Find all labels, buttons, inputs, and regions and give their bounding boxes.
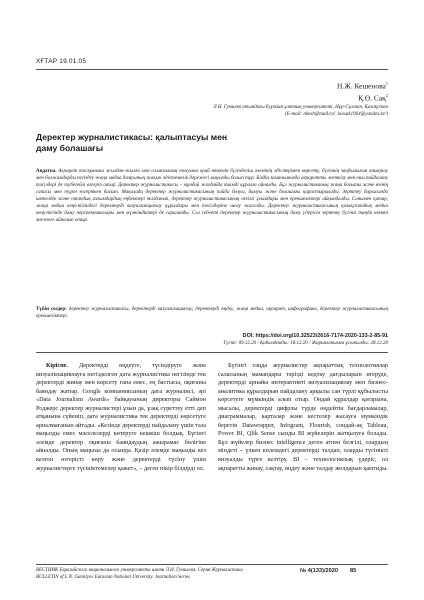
body-divider [36,352,388,353]
issue-info [300,568,356,574]
journal-name-en: BULLETIN of L.N. Gumilyov Eurasian National University. Journalism Series [36,574,190,580]
author-1-sup: 1 [385,81,388,86]
submission-dates: Түсті: 09.12.20 / Қабылданды: 18.12.20 / Жарияланымға ұсынылды: 28.12.20 [223,341,388,346]
keywords-label: Түйін сөздер: [36,307,67,312]
title-line-1: Деректер журналистикасы: қалыптасуы мен [36,132,228,142]
keywords-text: деректер журналистикасы, деректерді визуализациялау, деректерді өңдеу, жаңа медиа, ақпарат, инфографика, деректер журналистикасының ерекшеліктері. [36,307,388,320]
author-1-name: Н.Ж. Кешенова [337,81,386,91]
abstract [36,168,388,224]
keywords [36,306,388,320]
author-2 [337,91,388,103]
body-paragraph-right: Бүгінгі таңда журналистер ақпараттық технологиялар саласының мамандары тәрізді кодтау дағдыларын игеруде, деректерді арнайы интерактивті визуализациялау мен бизнес-аналитика құралдарын пайдалану арқылы сан түрлі құбылысты көрсетуге мүмкіндік алып отыр. Ондай құралдар қатарына, мысалы, деректерді цифрлы түрде өңдейтін бағдарламалар, диаграммалар, карталар және кестелер жасауға мүмкіндік беретін Datawrapper, Infogram, Flourish, сондай-ақ Tableau, Power BI, Qlik Sense сынды BI жүйелерін жатқызуға болады. Бұл жүйелер бизнес intelligence деген атпен белгілі, олардың міндеті – үлкен көлемдегі деректерді талдап, оларды түсінікті визуалды түрге келтіру. BI – технологиялық үдеріс, ол ақпаратты жинау, сақтау, өңдеу және талдау жолдарын қамтиды. [218,362,388,472]
page-number: 85 [349,568,357,574]
introduction-text: Деректерді өңдеуге, түсіндіруге және визуализациялауға негізделген дата журналистика негізінде тек деректерді жинау мен көрсету ғана емес, ең бастысы, оқиғаны баяндау жатыр. Google компаниясының дата журналисі, әрі «Data Journalism Awards» байқауының директоры Саймон Роджерс деректер журналистері ұзын да, ұзақ суреттеу етті деп атқанына сүйеніп, дата журналистика тек деректерді көрсетуге арналмағанын айтады. «Кезінде деректерді пайдалану үшін таза маңызды емес мәселелерді көтеруге кешкіш болдық. Бүгінгі әлемде деректер оқиғаны баяндаудың ажырамас бөлігіне айналды. Оның маңызы да осында. Қазір әлемде маңызды кез келген өзгерісті көру және деректерді түсіну үшін журналистерге түсініктемелер қажет», – деген пікір білдірді ол. [36,362,206,472]
header-divider [36,69,388,70]
introduction-heading: Кіріспе. [46,362,68,369]
title-line-2: даму болашағы [36,143,104,153]
author-2-sup: 2 [385,93,388,99]
issue-number: № 4(133)/2020 [300,568,338,574]
journal-info [36,568,243,582]
affiliation-email: (E-mail: nkesh@mail.ru¹, kiosak1964@yandex.kz²) [285,112,388,117]
affiliation-line-1: Л.Н. Гумилев атындағы Еуразия ұлттық университеті, Нұр-Сұлтан, Қазақстан [213,105,388,110]
article-code: ХҒТАР 19.01.05 [36,58,87,65]
abstract-label: Аңдатпа. [36,169,57,174]
doi-link[interactable]: DOI: https://doi.org/10.32523/2616-7174-2020-133-2-85-91 [242,333,388,339]
footer-divider [36,564,388,565]
journal-name-ru: ВЕСТНИК Евразийского национального университета имени Л.Н. Гумилева. Серия Журналистика [36,568,243,573]
body-paragraph-left [36,362,206,473]
body-column-left [36,362,206,473]
author-2-name: Қ.Ө. Сақ [358,93,386,103]
article-title [36,132,296,154]
abstract-text: Ақпарат тасқынына жылдан-жылға мән салмағының толуына орай өткенін бүгіндегіш әлемінің әдістерімен көрсету, бүгіннің заңдылығын анықтау мен болжамдарды негіздеу жаңа медиа дамуының жақын әдістемелік дәрежесі маңызды болып тұр. Біздің заманымызда ақпаратты жеткізу мен оны пайдалану тәсілдері де түбегейлі өзгеріп отыр. Деректер журналистикасы – мұндай жағдайда тиімді құралға айналды. Бұл журналистиканың жаңа бағыты және өзінің сапасы мен түрін өзгерткен бағыт. Мақалада деректер журналистикасының пайда болуы, дамуы және болашағы қарастырылады. Зерттеу барысында шетелдік және отандық ғалымдардың еңбектері талданып, деректер журналистикасының негізгі ұғымдары мен ерекшеліктері айқындалды. Сонымен қатар, жаңа медиа кеңістігіндегі деректерді визуализациялау құралдары мен тәсілдеріне шолу жасалды. Деректер журналистикасының қазақстандық медиа кеңістігінде даму перспективалары мен мүмкіндіктері де сараланды. Сол себепті деректер журналистикасының даму үдерісін зерттеу бүгінгі таңда өзекті мәселеге айналып отыр. [36,169,388,224]
affiliation [213,104,388,118]
authors-block [337,79,388,104]
author-1 [337,79,388,91]
body-column-right [218,362,388,473]
